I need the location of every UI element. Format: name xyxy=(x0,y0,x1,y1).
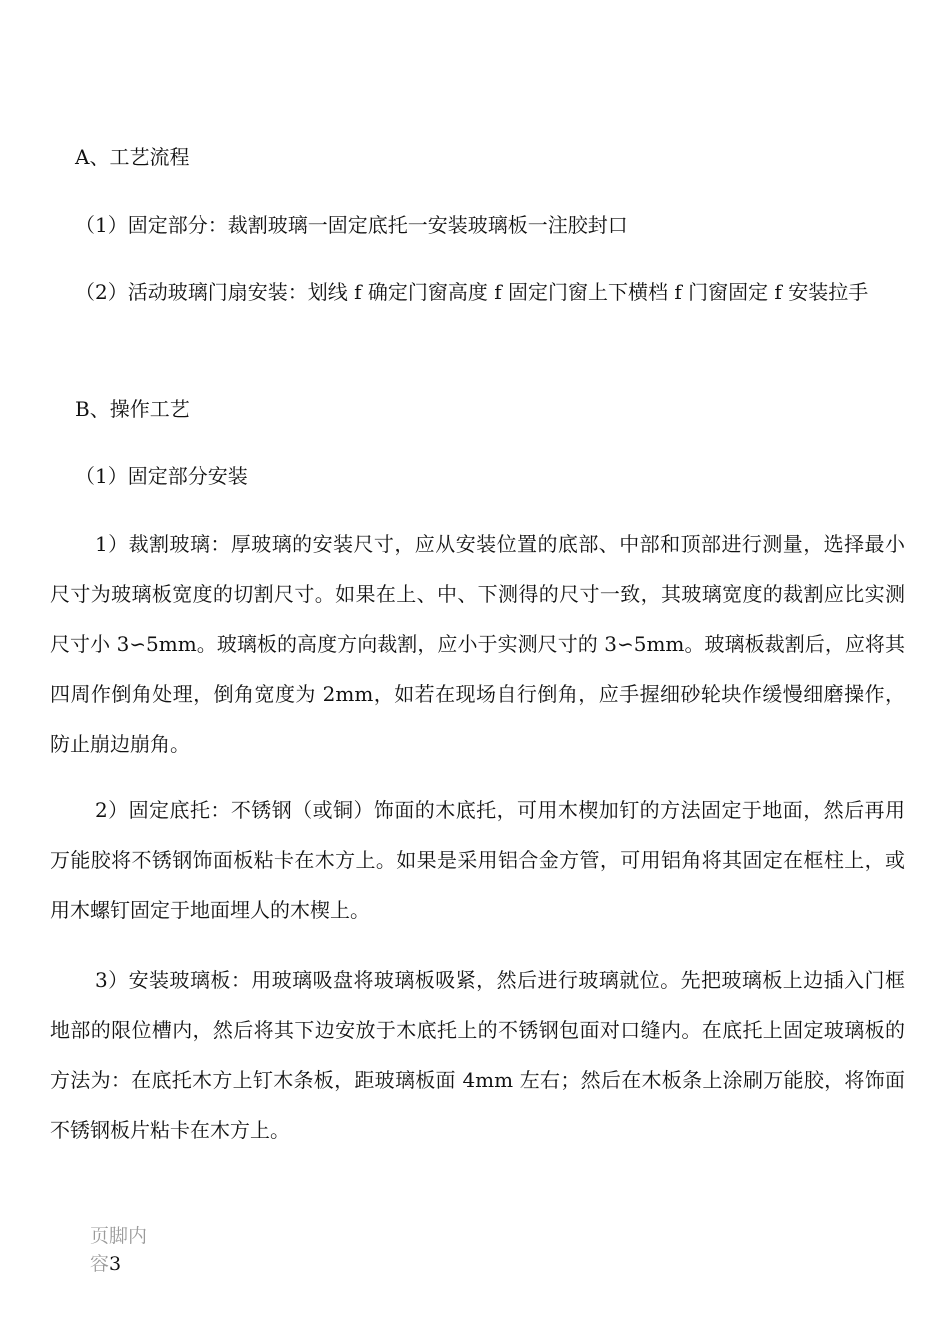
section-b-heading: B、操作工艺 xyxy=(75,397,190,421)
process-fixed-part: （1）固定部分：裁割玻璃一固定底托一安装玻璃板一注胶封口 xyxy=(75,213,628,237)
page-number: 3 xyxy=(109,1253,122,1275)
step-fix-base-paragraph: 2）固定底托：不锈钢（或铜）饰面的木底托，可用木楔加钉的方法固定于地面，然后再用万能胶将不锈钢饰面板粘卡在木方上。如果是采用铝合金方管，可用铝角将其固定在框柱上，或用木螺钉固定于地面埋人的木楔上。 xyxy=(50,798,905,922)
step-install-glass-paragraph: 3）安装玻璃板：用玻璃吸盘将玻璃板吸紧，然后进行玻璃就位。先把玻璃板上边插入门框地部的限位槽内，然后将其下边安放于木底托上的不锈钢包面对口缝内。在底托上固定玻璃板的方法为：在底托木方上钉木条板，距玻璃板面 4mm 左右；然后在木板条上涂刷万能胶，将饰面不锈钢板片粘卡在木方上。 xyxy=(50,968,905,1142)
section-a-heading: A、工艺流程 xyxy=(75,145,190,169)
footer-label: 页脚内容 xyxy=(90,1225,148,1275)
process-movable-door-text: （2）活动玻璃门扇安装：划线 f 确定门窗高度 f 固定门窗上下横档 f 门窗固定 f 安装拉手 xyxy=(75,280,869,304)
step-cut-glass-paragraph: 1）裁割玻璃：厚玻璃的安装尺寸，应从安装位置的底部、中部和顶部进行测量，选择最小尺寸为玻璃板宽度的切割尺寸。如果在上、中、下测得的尺寸一致，其玻璃宽度的裁割应比实测尺寸小 3∽5mm。玻璃板的高度方向裁割，应小于实测尺寸的 3∽5mm。玻璃板裁割后，应将其四周作倒角处理，倒角宽度为 2mm，如若在现场自行倒角，应手握细砂轮块作缓慢细磨操作，防止崩边崩角。 xyxy=(50,532,905,756)
subsection-fixed-installation-heading: （1）固定部分安装 xyxy=(75,464,248,488)
page-footer xyxy=(90,1222,160,1278)
process-movable-door xyxy=(50,267,905,317)
